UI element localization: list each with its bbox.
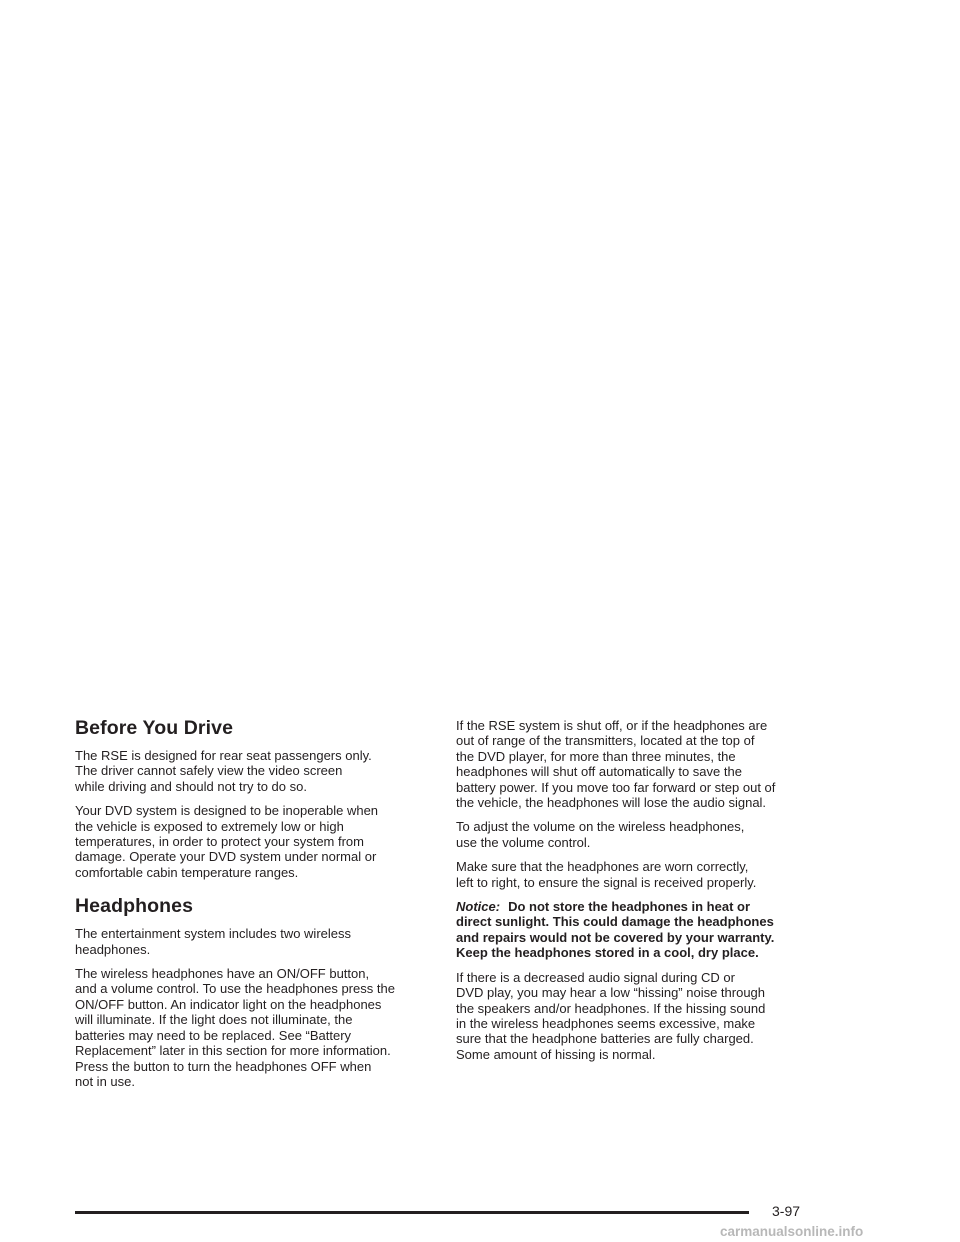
paragraph-adjust-volume: To adjust the volume on the wireless headphones, use the volume control.: [456, 819, 745, 850]
watermark: carmanualsonline.info: [720, 1224, 864, 1239]
page-number: 3-97: [772, 1203, 801, 1219]
left-column: [75, 716, 443, 1098]
paragraph-dvd-temperature: Your DVD system is designed to be inoperable when the vehicle is exposed to extremely low or high temperatures, in order to protect your system from damage. Operate your DVD system under normal or comfortable cabin temperature ranges.: [75, 803, 379, 880]
footer-rule: [75, 1211, 749, 1214]
right-column: [456, 716, 824, 1071]
notice-text: Do not store the headphones in heat or direct sunlight. This could damage the headphones and repairs would not be covered by your warranty. Keep the headphones stored in a cool, dry place.: [456, 899, 775, 961]
paragraph-hissing-noise: If there is a decreased audio signal during CD or DVD play, you may hear a low “hissing” noise through the speakers and/or headphones. If the hissing sound in the wireless headphones seems excessive, make sure that the headphone batteries are fully charged. Some amount of hissing is normal.: [456, 969, 766, 1062]
paragraph-rse-rear-seat: The RSE is designed for rear seat passengers only. The driver cannot safely view the video screen while driving and should not try to do so.: [75, 748, 372, 794]
paragraph-wear-correctly: Make sure that the headphones are worn correctly, left to right, to ensure the signal is received properly.: [456, 859, 757, 890]
paragraph-headphone-controls: The wireless headphones have an ON/OFF button, and a volume control. To use the headphones press the ON/OFF button. An indicator light on the headphones will illuminate. If the light does not illuminate, the batteries may need to be replaced. See “Battery Replacement” later in this section for more information. Press the button to turn the headphones OFF when not in use.: [75, 966, 395, 1089]
heading-before-you-drive: Before You Drive: [75, 717, 234, 739]
paragraph-two-wireless-headphones: The entertainment system includes two wireless headphones.: [75, 926, 352, 957]
heading-headphones: Headphones: [75, 895, 194, 918]
notice-block: [456, 899, 824, 961]
paragraph-auto-shutoff: If the RSE system is shut off, or if the headphones are out of range of the transmitters, located at the top of the DVD player, for more than three minutes, the headphones will shut off automatically to save the battery power. If you move too far forward or step out of the vehicle, the headphones will lose the audio signal.: [456, 718, 776, 811]
notice-label: Notice:: [456, 899, 501, 915]
